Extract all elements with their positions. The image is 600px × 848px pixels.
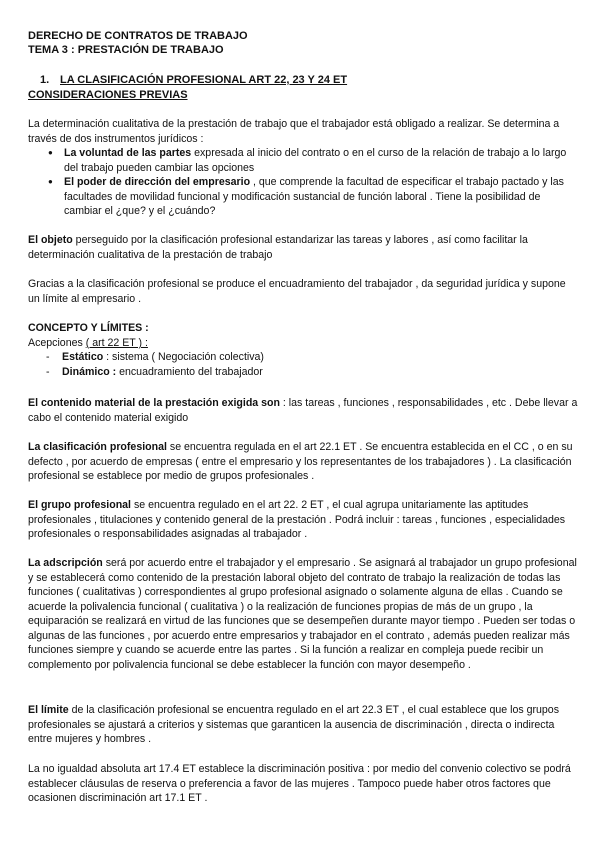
adscripcion-lead: La adscripción: [28, 557, 103, 569]
section-subtitle: CONSIDERACIONES PREVIAS: [28, 89, 188, 101]
course-title: DERECHO DE CONTRATOS DE TRABAJO: [28, 30, 248, 42]
bullet-text: , que comprende la facultad de especificar el trabajo pactado y las facultades de movilidad funcional y modificación sustancial de función laboral . Tiene la posibilidad de cambiar el ¿que? y el ¿cuándo?: [64, 176, 564, 217]
section-number: 1.: [40, 74, 50, 86]
objeto-text: perseguido por la clasificación profesional estandarizar las tareas y labores , así como facilitar la determinación cualitativa de la prestación de trabajo: [28, 234, 528, 261]
intro-paragraph: La determinación cualitativa de la prestación de trabajo que el trabajador está obligado a realizar. Se determina a través de dos instrumentos jurídicos :: [28, 118, 560, 145]
grupo-lead: El grupo profesional: [28, 499, 131, 511]
acepcion-lead: Estático: [62, 351, 104, 363]
acepcion-text: encuadramiento del trabajador: [116, 365, 263, 378]
acepciones-label: Acepciones: [28, 337, 86, 349]
limite-text: de la clasificación profesional se encuentra regulado en el art 22.3 ET , el cual establece que los grupos profesionales se ajustará a criterios y sistemas que garanticen la ausencia de discriminación , directa o indirecta entre mujeres y hombres .: [28, 704, 559, 745]
concepto-heading: CONCEPTO Y LÍMITES :: [28, 322, 149, 334]
limite-lead: El límite: [28, 704, 69, 716]
clasificacion-paragraph: [28, 440, 578, 484]
acepciones-ref: ( art 22 ET ) :: [85, 337, 148, 349]
section-title: LA CLASIFICACIÓN PROFESIONAL ART 22, 23 Y 24 ET: [60, 74, 348, 86]
bullet-lead: La voluntad de las partes: [64, 147, 192, 159]
acepcion-lead: Dinámico :: [62, 365, 117, 378]
objeto-lead: El objeto: [28, 234, 73, 246]
contenido-lead: El contenido material de la prestación exigida son: [28, 397, 280, 409]
acepciones-line: [28, 336, 578, 351]
acepcion-text: : sistema ( Negociación colectiva): [103, 351, 264, 363]
contenido-text: : las tareas , funciones , responsabilidades , etc . Debe llevar a cabo el contenido material exigido: [28, 397, 578, 424]
bullet-lead: El poder de dirección del empresario: [64, 176, 251, 188]
objeto-paragraph: [28, 233, 578, 262]
limite-paragraph: [28, 703, 578, 747]
grupo-text: se encuentra regulado en el art 22. 2 ET , el cual agrupa unitariamente las aptitudes profesionales , titulaciones y contenido general de la prestación . Podrá incluir : tareas , funciones , especialidades profesionales o responsabilidades asignadas al trabajador .: [28, 499, 566, 540]
grupo-paragraph: [28, 498, 578, 542]
bullet-item: [48, 175, 578, 219]
adscripcion-text: será por acuerdo entre el trabajador y el empresario . Se asignará al trabajador un grupo profesional y se establecerá como contenido de la prestación laboral objeto del contrato de trabajo la realización de todas las funciones ( cualitativas ) correspondientes al grupo profesional asignado o solamente alguna de ellas . Cuando se acuerde la polivalencia funcional ( cualitativa ) o la realización de funciones propias de más de un grupo , la equiparación se realizará en virtud de las funciones que se desempeñen durante mayor tiempo . Pueden ser todas o algunas de las funciones , por acuerdo entre empresarios y trabajador en el contrato , además pueden realizar más funciones siempre y cuando se acuerde entre las partes . Si la función a realizar en compleja puede recibir un complemento por polivalencia funcional se debe establecer la función con mayor desempeño .: [28, 557, 577, 671]
adscripcion-paragraph: [28, 556, 578, 672]
acepcion-item: [28, 365, 578, 380]
intro-bullet-list: [48, 146, 578, 219]
acepciones-list: [28, 350, 578, 379]
igualdad-paragraph: La no igualdad absoluta art 17.4 ET establece la discriminación positiva : por medio del convenio colectivo se podrá establecer cláusulas de reserva o preferencia a favor de las mujeres . Tampoco puede haber otros factores que ocasionen discriminación art 17.1 ET .: [28, 763, 571, 804]
bullet-text: expresada al inicio del contrato o en el curso de la relación de trabajo a lo largo del trabajo pueden cambiar las opciones: [64, 147, 567, 174]
clasificacion-lead: La clasificación profesional: [28, 441, 167, 453]
bullet-item: [48, 146, 578, 175]
section-heading: [40, 73, 348, 88]
contenido-paragraph: [28, 396, 578, 425]
gracias-paragraph: Gracias a la clasificación profesional se produce el encuadramiento del trabajador , da seguridad jurídica y supone un límite al empresario .: [28, 278, 566, 305]
clasificacion-text: se encuentra regulada en el art 22.1 ET . Se encuentra establecida en el CC , o en su defecto , por acuerdo de empresas ( entre el empresario y los representantes de los trabajadores ) . La clasificación profesional se establece por medio de grupos profesionales .: [28, 441, 573, 482]
topic-title: TEMA 3 : PRESTACIÓN DE TRABAJO: [28, 44, 224, 56]
acepcion-item: [28, 350, 578, 365]
